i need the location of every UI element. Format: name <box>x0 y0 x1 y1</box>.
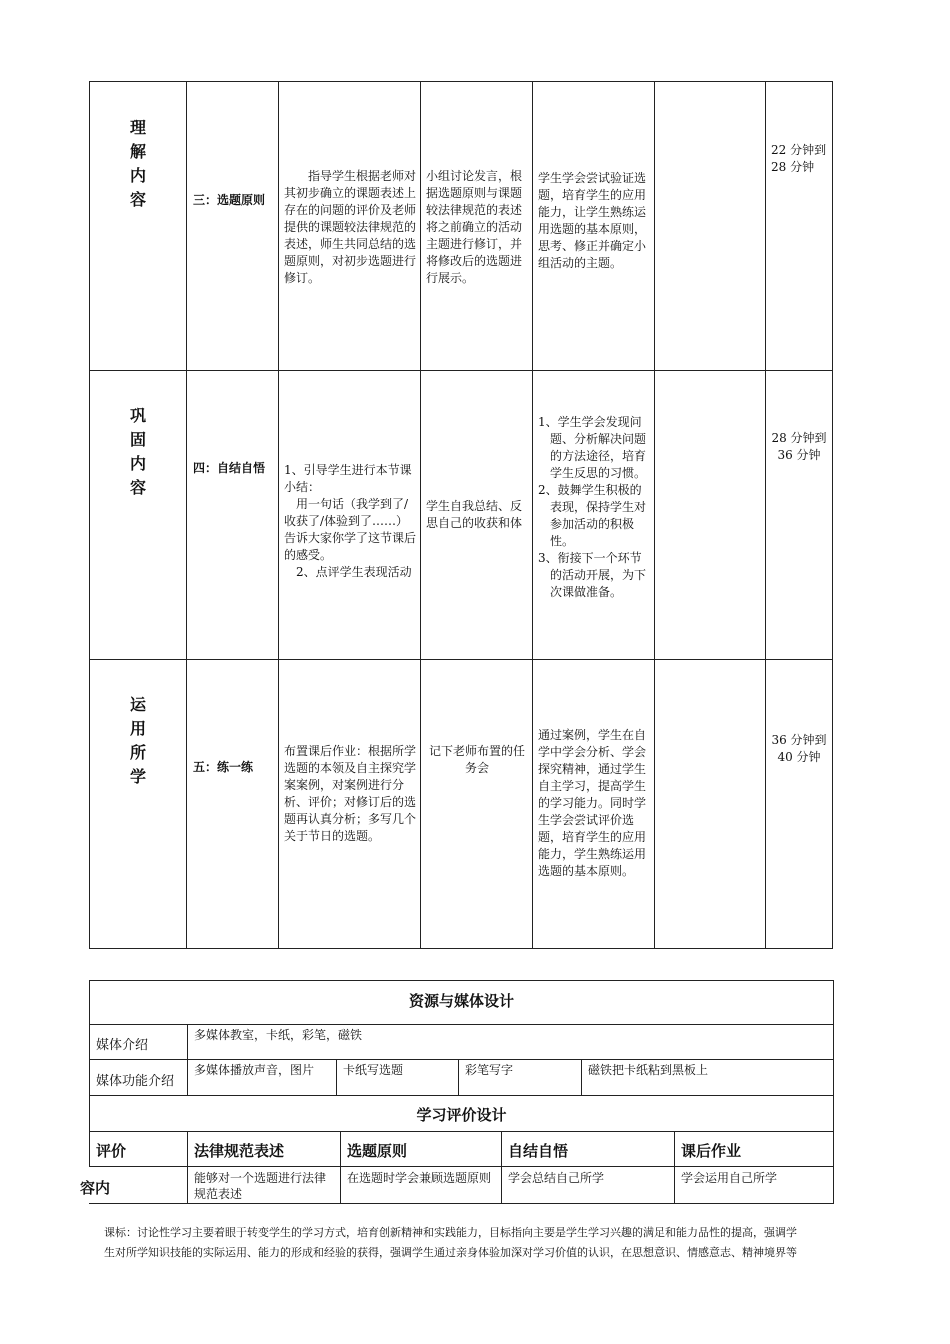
media-function-4: 磁铁把卡纸粘到黑板上 <box>588 1063 709 1077</box>
time-1: 22 分钟到28 分钟 <box>771 143 827 174</box>
curriculum-note-line-1: 课标：讨论性学习主要着眼于转变学生的学习方式，培育创新精神和实践能力，目标指向主要是学生学习兴趣的满足和能力品性的提高，强调学 <box>104 1226 797 1239</box>
media-value: 多媒体教室，卡纸，彩笔，磁铁 <box>194 1028 363 1042</box>
design-intent-2: 1、学生学会发现问题、分析解决问题的方法途径，培育学生反思的习惯。 2、鼓舞学生积极的表现，保持学生对参加活动的积极性。 3、衔接下一个环节的活动开展，为下次课做准备。 <box>538 415 647 599</box>
eval-content-2: 在选题时学会兼顾选题原则 <box>347 1171 492 1185</box>
student-activity-2: 学生自我总结、反思自己的收获和体 <box>426 499 523 530</box>
evaluation-label: 评价 <box>96 1142 127 1160</box>
resources-title: 资源与媒体设计 <box>408 992 514 1010</box>
media-function-1: 多媒体播放声音，图片 <box>194 1063 315 1077</box>
time-3: 36 分钟到 40 分钟 <box>771 733 827 764</box>
media-function-2: 卡纸写选题 <box>343 1063 404 1077</box>
teacher-activity-2: 1、引导学生进行本节课小结： 用一句话（我学到了/收获了/体验到了……）告诉大家你学了这节课后的感受。 2、点评学生表现活动 <box>284 463 417 579</box>
student-activity-1: 小组讨论发言，根据选题原则与课题较法律规范的表述将之前确立的活动主题进行修订，并将修改后的选题进行展示。 <box>426 169 523 285</box>
teacher-activity-1: 指导学生根据老师对其初步确立的课题表述上存在的问题的评价及老师提供的课题较法律规范的表述，师生共同总结的选题原则，对初步选题进行修订。 <box>284 169 417 285</box>
eval-header-4: 课后作业 <box>681 1142 742 1160</box>
media-function-3: 彩笔写字 <box>465 1063 514 1077</box>
stage-label-2: 巩 固 内 容 <box>129 406 146 497</box>
topic-2: 四：自结自悟 <box>193 461 266 475</box>
topic-3: 五：练一练 <box>193 760 254 774</box>
teacher-activity-3: 布置课后作业：根据所学选题的本领及自主探究学案案例，对案例进行分析、评价；对修订后的选题再认真分析；多写几个关于节日的选题。 <box>284 744 417 843</box>
stage-label-1: 理 解 内 容 <box>129 118 146 209</box>
evaluation-title: 学习评价设计 <box>416 1106 507 1124</box>
eval-content-3: 学会总结自己所学 <box>508 1171 605 1185</box>
student-activity-3: 记下老师布置的任务会 <box>428 744 525 775</box>
curriculum-note-line-2: 生对所学知识技能的实际运用、能力的形成和经验的获得，强调学生通过亲身体验加深对学习价值的认识，在思想意识、情感意志、精神境界等 <box>104 1246 797 1259</box>
topic-1: 三：选题原则 <box>193 193 266 207</box>
eval-content-1: 能够对一个选题进行法律规范表述 <box>194 1171 327 1201</box>
design-intent-1: 学生学会尝试验证选题，培育学生的应用能力，让学生熟练运用选题的基本原则，思考、修正并确定小组活动的主题。 <box>538 171 647 270</box>
curriculum-note <box>104 1223 864 1263</box>
media-label: 媒体介绍 <box>96 1038 149 1053</box>
evaluation-label-content: 容内 <box>80 1179 111 1197</box>
time-2: 28 分钟到 36 分钟 <box>771 431 827 462</box>
media-function-label: 媒体功能介绍 <box>96 1074 175 1089</box>
eval-content-4: 学会运用自己所学 <box>681 1171 778 1185</box>
stage-label-3: 运 用 所 学 <box>129 695 146 786</box>
design-intent-3: 通过案例，学生在自学中学会分析、学会探究精神，通过学生自主学习，提高学生的学习能力。同时学生学会尝试评价选题，培育学生的应用能力，学生熟练运用选题的基本原则。 <box>538 728 647 878</box>
eval-header-1: 法律规范表述 <box>194 1142 285 1160</box>
eval-header-2: 选题原则 <box>347 1142 408 1160</box>
eval-header-3: 自结自悟 <box>508 1142 569 1160</box>
